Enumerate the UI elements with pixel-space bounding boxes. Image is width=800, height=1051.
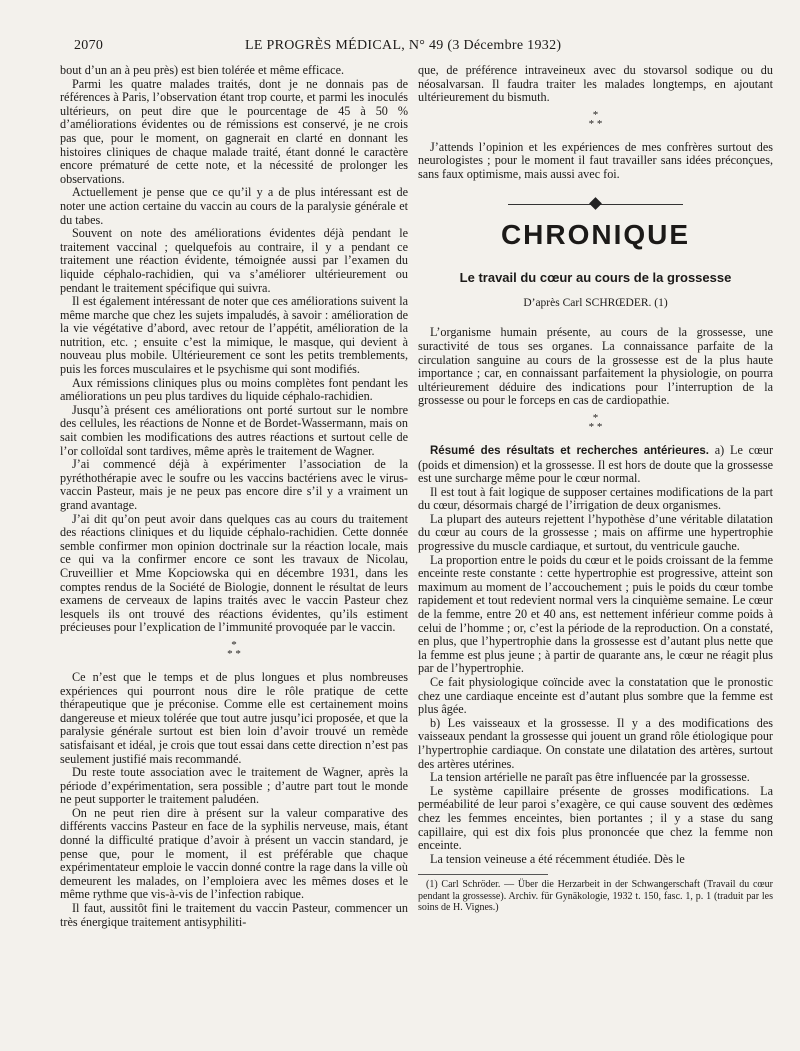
paragraph: La tension veineuse a été récemment étudiée. Dès le xyxy=(430,851,685,866)
running-header xyxy=(40,38,770,58)
paragraph: Il est tout à fait logique de supposer certaines modifications de la part du cœur, désormais chargé de l’irrigation de deux organismes. xyxy=(418,484,773,513)
paragraph: Aux rémissions cliniques plus ou moins complètes font pendant les améliorations un peu plus tardives du liquide céphalo-rachidien. xyxy=(60,375,408,404)
paragraph: b) Les vaisseaux et la grossesse. Il y a des modifications des vaisseaux pendant la grossesse qui jouent un grand rôle étiologique pour l’hypertrophie cardiaque. On constate une dilatation des artères, surtout des artères utérines. xyxy=(418,715,773,771)
paragraph: Ce n’est que le temps et de plus longues et plus nombreuses expériences qui pourront nous dire le rôle pratique de cette thérapeutique que je préconise. Comme elle est certainement moins dangereuse et mieux tolérée que tout autre jusqu’ici proposée, et que la paralysie générale surtout est bien loin d’avoir trouvé un remède satisfaisant et idéal, je crois que tout essai dans cette direction n’est pas seulement justifié mais recommandé. xyxy=(60,669,408,766)
left-column xyxy=(60,64,408,929)
section-break-stars: * * * xyxy=(227,638,241,660)
footnote-text: (1) Carl Schröder. — Über die Herzarbeit in der Schwangerschaft (Travail du cœur pendant la grossesse). Archiv. für Gynäkologie, 1932 t. 150, fasc. 1, p. 1 (traduit par les soins de H. Vignes.) xyxy=(418,879,773,914)
right-column xyxy=(418,64,773,914)
paragraph: Le système capillaire présente de grosses modifications. La perméabilité de leur paroi s’exagère, ce qui cause souvent des œdèmes chez les femmes enceintes, bien portantes ; il y a stase du sang capillaire, qui est dix fois plus prononcée que chez la femme non enceinte. xyxy=(418,783,773,853)
paragraph: Actuellement je pense que ce qu’il y a de plus intéressant est de noter une action certaine du vaccin au cours de la paralysie générale et du tabes. xyxy=(60,185,408,227)
ornamental-divider xyxy=(418,192,773,220)
byline: D’après Carl SCHRŒDER. (1) xyxy=(523,296,668,309)
journal-title: LE PROGRÈS MÉDICAL, N° 49 (3 Décembre 1932) xyxy=(245,38,562,53)
paragraph: Il est également intéressant de noter que ces améliorations suivent la même marche que chez les sujets impaludés, à savoir : amélioration de la vie végétative d’abord, avec retour de l’appétit, amélioration de la nutrition, etc. ; ensuite c’est la mimique, le masque, qui devient à nouveau plus mobile. Ultérieurement ce sont les petits tremblements, puis les forces musculaires et le psychisme qui sont modifiés. xyxy=(60,294,408,377)
section-break-stars: * * * xyxy=(588,411,603,433)
paragraph: J’attends l’opinion et les expériences de mes confrères surtout des neurologistes ; pour le moment il faut travailler sans idées préconçues, sans faux optimisme, mais aussi avec foi. xyxy=(418,139,773,181)
paragraph: Souvent on note des améliorations évidentes déjà pendant le traitement vaccinal ; quelquefois au contraire, il y a pendant ce traitement une réaction évidente, témoignée aussi par l’examen du liquide céphalo-rachidien, qui va s’améliorer ultérieurement ou pendant le traitement spécifique qui suivra. xyxy=(60,226,408,295)
diamond-ornament-icon xyxy=(589,197,602,210)
paragraph: La proportion entre le poids du cœur et le poids croissant de la femme enceinte reste constante : cette hypertrophie est progressive, atteint son maximum au moment de l’accouchement ; puis le poids du cœur tombe rapidement et tout redevient normal vers la cinquième semaine. Le cœur de la femme, entre 20 et 40 ans, est nettement inférieur comme poids à celui de l’homme ; or, c’est la période de la reproduction. On a constaté, en plus, que l’hypertrophie dans la grossesse est d’autant plus nette que la femme est plus jeune ; à partir de quarante ans, le cœur ne réagit plus par de l’hypertrophie. xyxy=(418,552,773,676)
paragraph: Il faut, aussitôt fini le traitement du vaccin Pasteur, commencer un très énergique traitement antisyphiliti- xyxy=(60,901,408,929)
resume-heading: Résumé des résultats et recherches antérieures. xyxy=(430,444,709,457)
paragraph: La plupart des auteurs rejettent l’hypothèse d’une véritable dilatation du cœur au cours de la grossesse ; mais on affirme une hypertrophie progressive du muscle cardiaque, et surtout, du ventricule gauche. xyxy=(418,511,773,554)
paragraph: Du reste toute association avec le traitement de Wagner, après la période d’expérimentation, sera possible ; d’autre part tout le monde ne peut supporter le traitement paludéen. xyxy=(60,765,408,807)
footnote-rule xyxy=(418,874,548,875)
paragraph: Ce fait physiologique coïncide avec la constatation que le pronostic chez une cardiaque enceinte est d’autant plus sombre que la femme est plus âgée. xyxy=(418,675,773,717)
paragraph: Parmi les quatre malades traités, dont je ne donnais pas de références à Paris, l’observation étant trop courte, et parmi les inoculés ultérieurs, on peut dire que le pourcentage de 45 à 50 % d’améliorations évidentes ou de rémissions est conservé, je ne crois pas que, pour le moment, on gagnerait en clarté en donnant les histoires cliniques de chaque malade traité, étant donné le caractère encore prématuré de cette note, et la nécessité de prolonger les observations. xyxy=(60,76,408,186)
footnote xyxy=(418,879,773,914)
page-number: 2070 xyxy=(74,38,104,53)
paragraph: J’ai dit qu’on peut avoir dans quelques cas au cours du traitement des réactions cliniques et du liquide céphalo-rachidien. Cette donnée semble confirmer mon opinion doctrinale sur la réaction locale, mais ce qui va la confirmer encore ce sont les travaux de Nicolau, Cruveillier et Mme Kopciowska qui en décembre 1931, dans les comptes rendus de la Société de Biologie, donnent le résultat de leurs examens de cerveaux de lapins traités avec le vaccin Pasteur chez lesquels ils ont trouvé des réactions évidentes, qu’ils estiment précieuses pour l’explication de l’immunité provoquée par le vaccin. xyxy=(60,511,408,635)
paragraph: que, de préférence intraveineux avec du stovarsol sodique ou du néosalvarsan. Il faudra traiter les malades longtemps, en ajoutant ultérieurement du bismuth. xyxy=(418,63,773,105)
resume-paragraph: a) Le cœur (poids et dimension) et la grossesse. Il est hors de doute que la grossesse est une surcharge même pour le cœur normal. xyxy=(418,442,774,486)
paragraph: Jusqu’à présent ces améliorations ont porté surtout sur le nombre des cellules, les réactions de Nonne et de Bordet-Wassermann, mais on sait combien les modifications des autres réactions et surtout celle de l’or colloïdal sont tardives, même après le traitement de Wagner. xyxy=(60,402,408,458)
section-title: CHRONIQUE xyxy=(500,218,691,250)
article-title: Le travail du cœur au cours de la grossesse xyxy=(459,270,732,286)
paragraph: J’ai commencé déjà à expérimenter l’association de la pyréthothérapie avec le soufre ou les vaccins bactériens avec le virus-vaccin Pasteur, mais je ne peux pas encore dire s’il y a vraiment un grand avantage. xyxy=(60,457,408,512)
paragraph: L’organisme humain présente, au cours de la grossesse, une suractivité de tous ses organes. La connaissance parfaite de la circulation sanguine au cours de la grossesse est de la plus haute importance ; car, en connaissant parfaitement la physiologie, on pourra ultérieurement déduire des indications pour l’interruption de la grossesse ou pour le forceps en cas de cardiopathie. xyxy=(418,325,773,408)
section-break-stars: * * * xyxy=(588,108,603,130)
paragraph: La tension artérielle ne paraît pas être influencée par la grossesse. xyxy=(430,770,750,785)
paragraph: On ne peut rien dire à présent sur la valeur comparative des différents vaccins Pasteur en face de la syphilis nerveuse, mais, étant donné la difficulté pratique d’avoir à présent un vaccin standard, je pense que, pour le moment, il est préférable que chaque expérimentateur emploie le vaccin donné contre la rage dans la ville où demeurent les malades, on l’emploiera avec les mêmes doses et le même rythme que vis-à-vis de l’infection rabique. xyxy=(60,805,408,902)
paragraph: bout d’un an à peu près) est bien tolérée et même efficace. xyxy=(60,63,345,77)
